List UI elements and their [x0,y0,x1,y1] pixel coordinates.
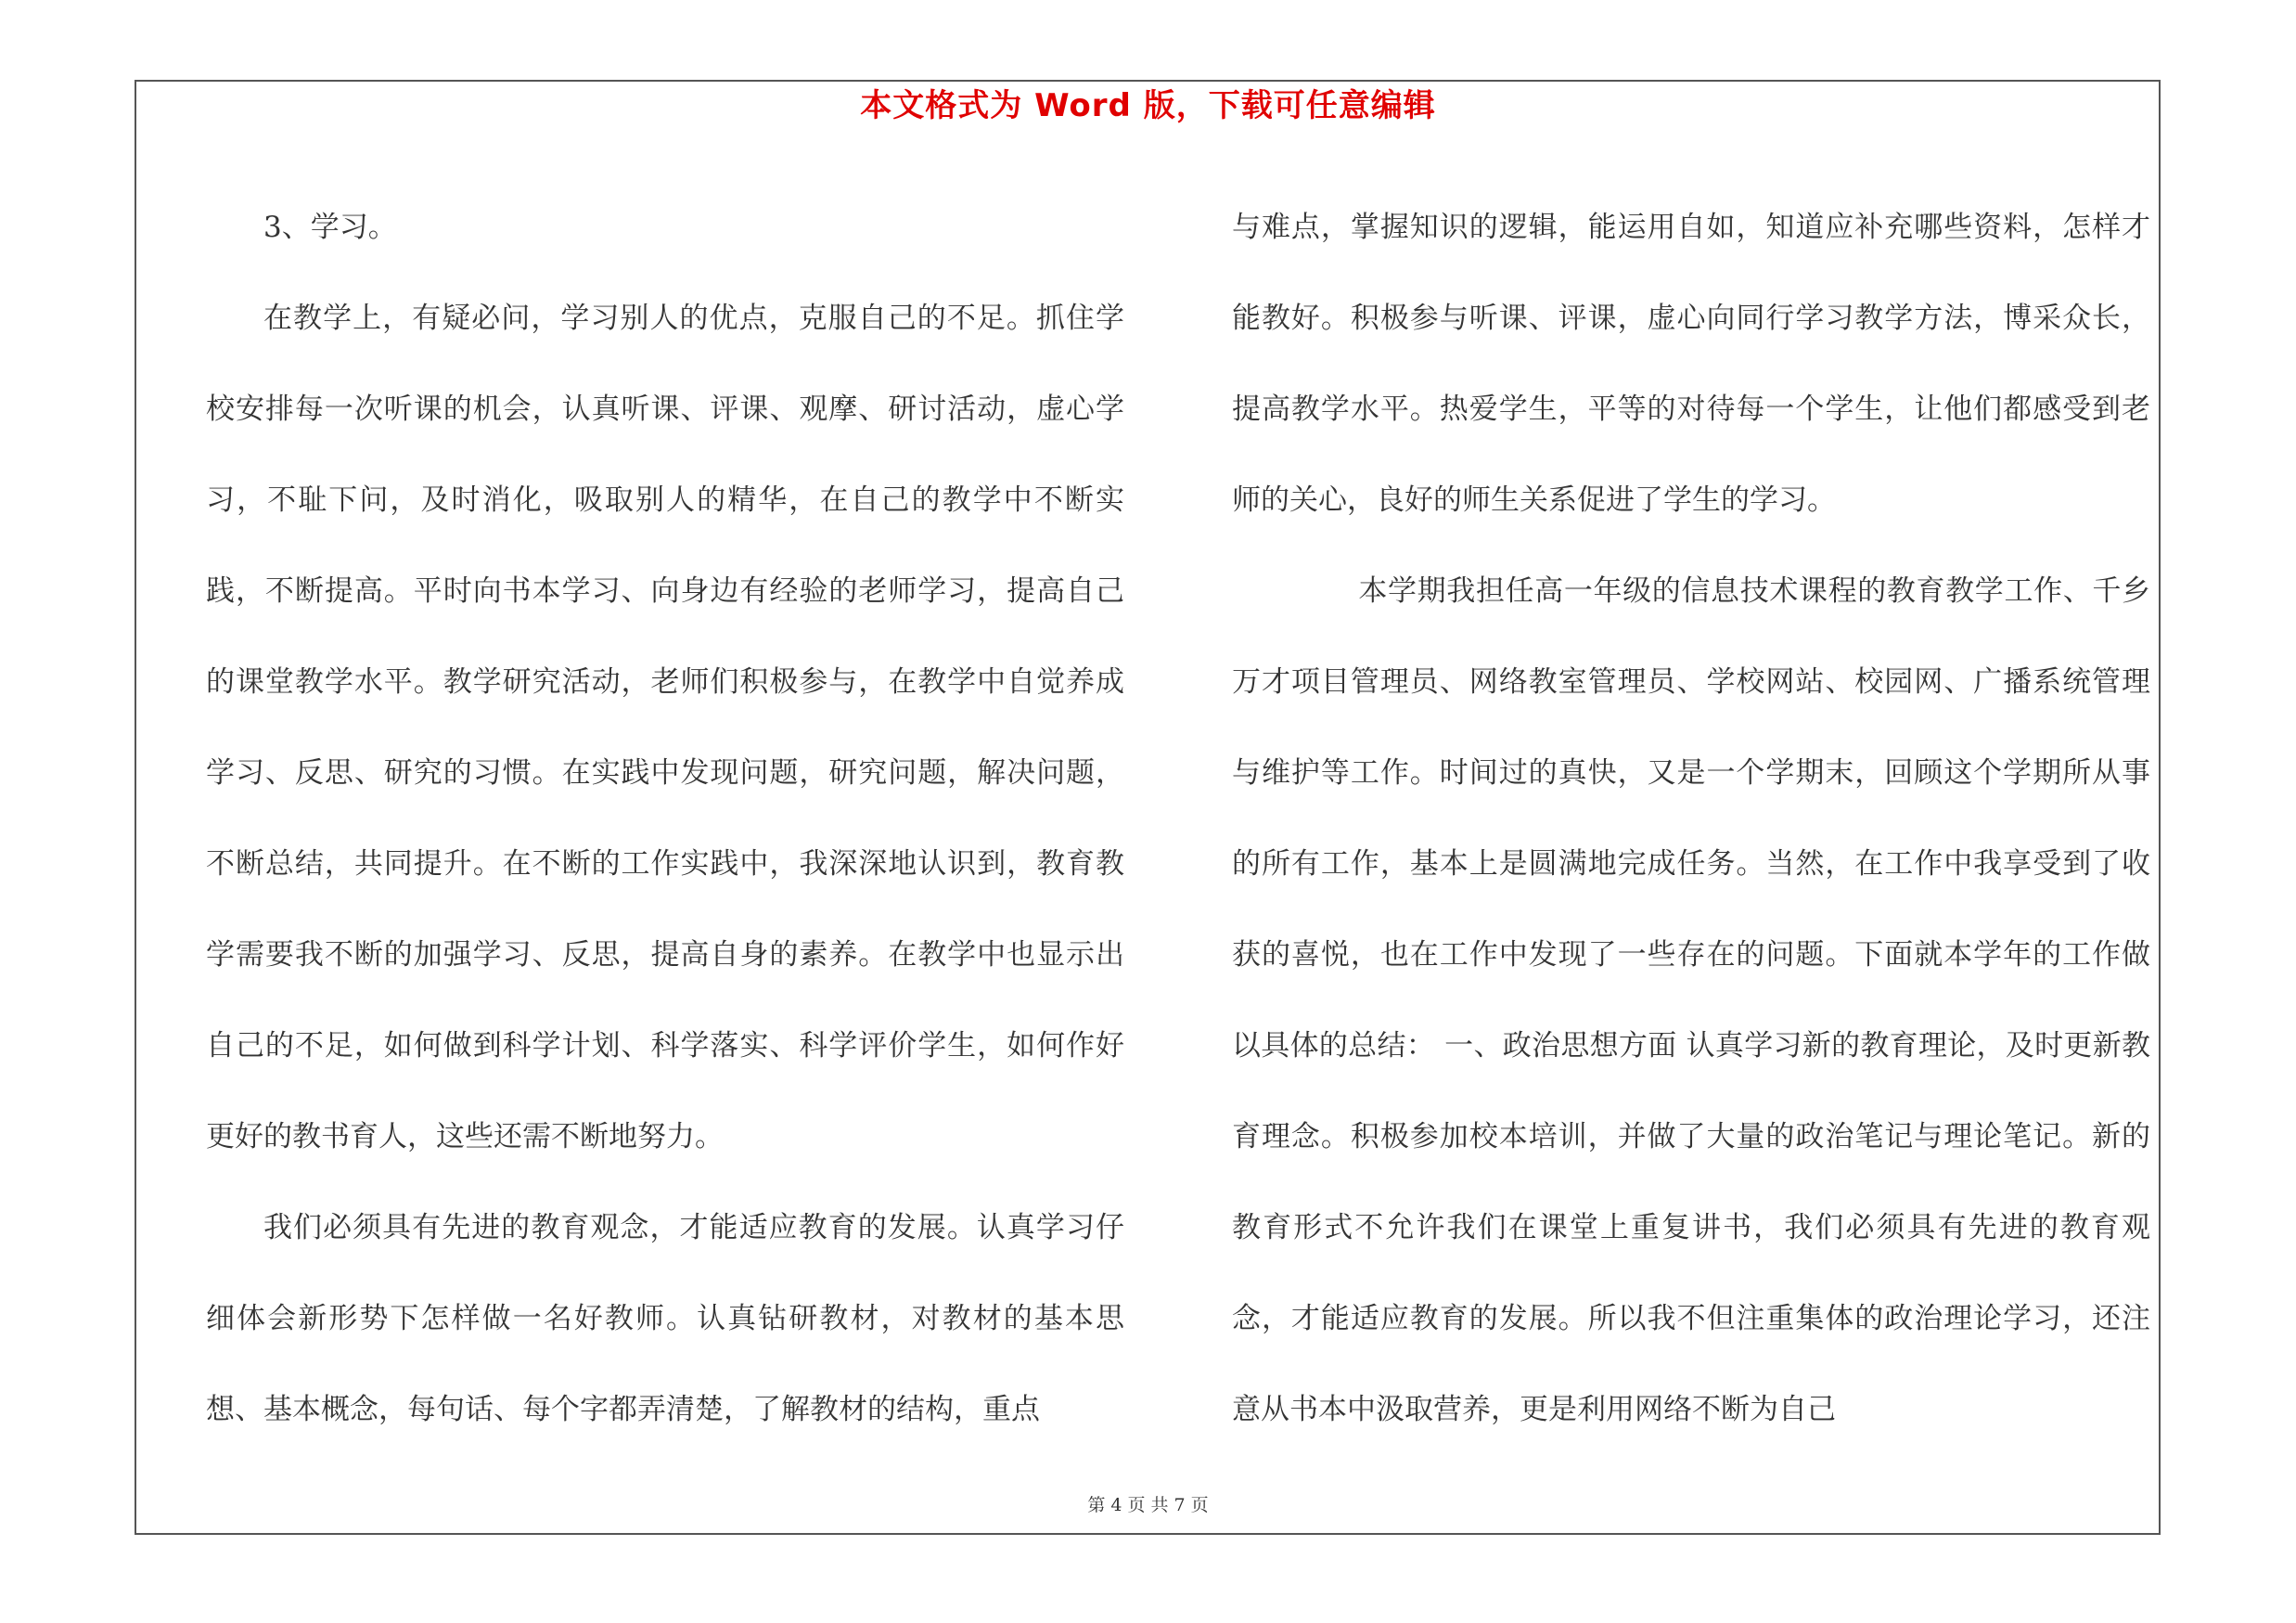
body-paragraph: 在教学上，有疑必问，学习别人的优点，克服自己的不足。抓住学校安排每一次听课的机会，认真听课、评课、观摩、研讨活动，虚心学习，不耻下问，及时消化，吸取别人的精华，在自己的教学中不断实践，不断提高。平时向书本学习、向身边有经验的老师学习，提高自己的课堂教学水平。教学研究活动，老师们积极参与，在教学中自觉养成学习、反思、研究的习惯。在实践中发现问题，研究问题，解决问题，不断总结，共同提升。在不断的工作实践中，我深深地认识到，教育教学需要我不断的加强学习、反思，提高自身的素养。在教学中也显示出自己的不足，如何做到科学计划、科学落实、科学评价学生，如何作好更好的教书育人，这些还需不断地努力。 [206,302,1124,1153]
page-number: 第 4 页 共 7 页 [1087,1495,1209,1515]
body-paragraph: 我们必须具有先进的教育观念，才能适应教育的发展。认真学习仔细体会新形势下怎样做一名好教师。认真钻研教材，对教材的基本思想、基本概念，每句话、每个字都弄清楚，了解教材的结构，重点 [206,1211,1124,1426]
left-column [206,182,1124,1455]
format-banner: 本文格式为 Word 版，下载可任意编辑 [860,87,1436,124]
section-heading: 3、学习。 [263,211,397,244]
body-paragraph: 本学期我担任高一年级的信息技术课程的教育教学工作、千乡万才项目管理员、网络教室管理员、学校网站、校园网、广播系统管理与维护等工作。时间过的真快，又是一个学期末，回顾这个学期所从事的所有工作，基本上是圆满地完成任务。当然，在工作中我享受到了收获的喜悦，也在工作中发现了一些存在的问题。下面就本学年的工作做以具体的总结： 一、政治思想方面 认真学习新的教育理论，及时更新教育理念。积极参加校本培训，并做了大量的政治笔记与理论笔记。新的教育形式不允许我们在课堂上重复讲书，我们必须具有先进的教育观念，才能适应教育的发展。所以我不但注重集体的政治理论学习，还注意从书本中汲取营养，更是利用网络不断为自己 [1232,574,2150,1426]
right-column [1232,182,2150,1455]
continued-paragraph: 与难点，掌握知识的逻辑，能运用自如，知道应补充哪些资料，怎样才能教好。积极参与听课、评课，虚心向同行学习教学方法，博采众长，提高教学水平。热爱学生，平等的对待每一个学生，让他们都感受到老师的关心，良好的师生关系促进了学生的学习。 [1232,211,2150,517]
